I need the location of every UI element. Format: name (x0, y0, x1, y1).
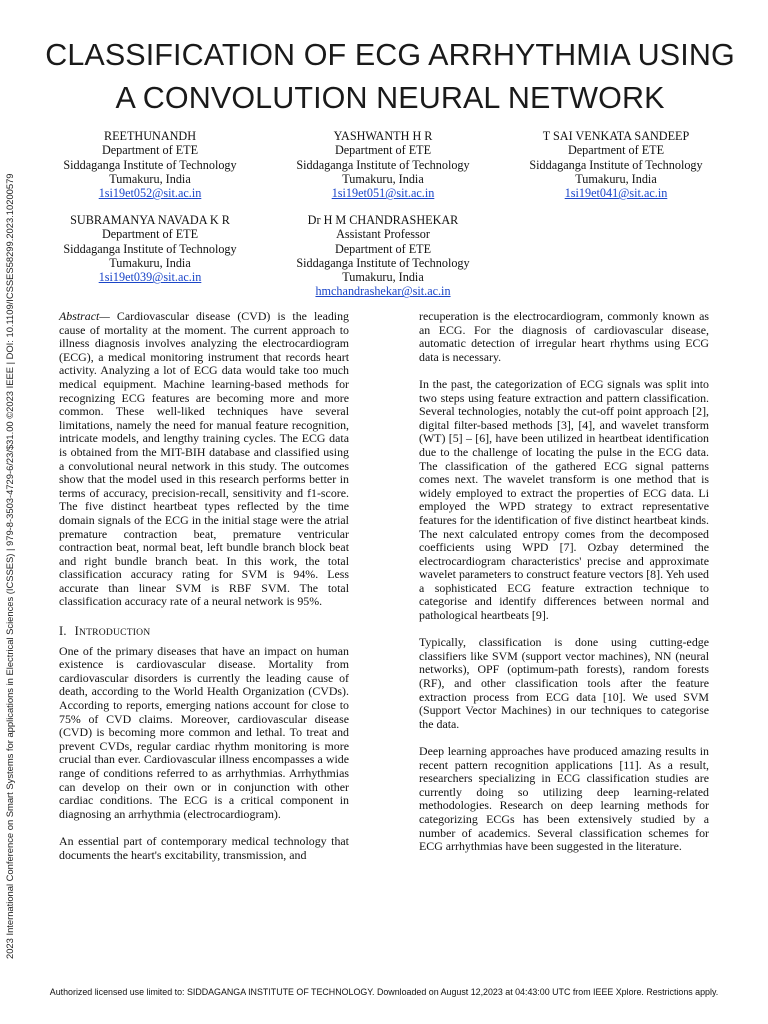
title-line-1: CLASSIFICATION OF ECG ARRHYTHMIA USING (45, 38, 735, 72)
author-name: REETHUNANDH (103, 129, 197, 143)
author-role: Assistant Professor (336, 227, 430, 242)
author-city: Tumakuru, India (342, 270, 424, 285)
right-column (419, 310, 709, 854)
author-city: Tumakuru, India (109, 255, 191, 270)
author-inst: Siddaganga Institute of Technology (63, 157, 237, 172)
author-1 (40, 129, 260, 200)
author-dept: Department of ETE (567, 143, 665, 158)
abstract-lead: Abstract— (59, 309, 110, 323)
author-3 (506, 129, 726, 200)
author-email[interactable]: 1si19et041@sit.ac.in (564, 186, 668, 201)
author-4 (40, 213, 260, 284)
author-email[interactable]: 1si19et039@sit.ac.in (98, 270, 202, 285)
author-name: T SAI VENKATA SANDEEP (542, 129, 690, 143)
license-footer: Authorized licensed use limited to: SIDDAGANGA INSTITUTE OF TECHNOLOGY. Downloaded on August 12,2023 at 04:43:00 UTC from IEEE Xplore. Restrictions apply. (49, 987, 719, 997)
author-city: Tumakuru, India (342, 171, 424, 186)
author-name: Dr H M CHANDRASHEKAR (307, 213, 459, 227)
intro-paragraph-1: One of the primary diseases that have an impact on human existence is cardiovascular disease. Mortality from cardiovascular disorders is currently the leading cause of death, according to the World Health Organization (CVDs). According to reports, emerging nations account for close to 75% of CVD claims. Moreover, cardiovascular disease (CVD) is becoming more common and lethal. To treat and prevent CVDs, regular cardiac rhythm monitoring is more crucial than ever. Cardiovascular illness encompasses a wide range of conditions referred to as arrhythmias. Arrhythmias can develop on their own or in conjunction with other cardiac conditions. The ECG is a critical component in diagnosing an arrhythmia (electrocardiogram). (59, 643, 349, 821)
author-dept: Department of ETE (334, 241, 432, 256)
right-paragraph-4: Deep learning approaches have produced amazing results in recent pattern recognition applications [11]. As a result, researchers specializing in ECG classification studies are currently doing so utilizing deep learning-related methodologies. Research on deep learning methods for categorizing ECGs has been extensively studied by a number of academics. Several classification schemes for ECG arrhythmias have been suggested in the literature. (419, 744, 709, 854)
right-paragraph-3: Typically, classification is done using cutting-edge classifiers like SVM (support vector machines), NN (neural networks), OPF (optimum-path forests), random forests (RF), and other classification tools after the feature extraction process from ECG data [10]. We used SVM (Support Vector Machines) in our techniques to categorise the data. (419, 635, 709, 731)
abstract-paragraph (59, 310, 349, 609)
author-email[interactable]: 1si19et051@sit.ac.in (331, 186, 435, 201)
author-name: SUBRAMANYA NAVADA K R (70, 213, 230, 227)
author-5 (273, 213, 493, 299)
author-email[interactable]: 1si19et052@sit.ac.in (98, 186, 202, 201)
author-dept: Department of ETE (101, 227, 199, 242)
author-dept: Department of ETE (101, 143, 199, 158)
conference-side-note: 2023 International Conference on Smart Systems for applications in Electrical Sciences (ICSSES) | 979-8-3503-4729-6/23/$31.00 ©2023 IEEE | DOI: 10.1109/ICSSES58299.2023.10200579 (4, 173, 15, 959)
author-email[interactable]: hmchandrashekar@sit.ac.in (315, 284, 451, 299)
left-column (59, 310, 349, 862)
section-heading-introduction: I. INTRODUCTION (59, 623, 151, 638)
abstract-text: Cardiovascular disease (CVD) is the leading cause of mortality at the moment. The current approach to illness diagnosis involves analyzing the electrocardiogram (ECG), a medical monitoring instrument that records heart activity. Analyzing a lot of ECG data would take too much medical equipment. Machine learning-based methods for recognizing ECG features are becoming more and more common. These well-liked techniques have several limitations, namely the need for manual feature recognition, intricate models, and lengthy training cycles. The ECG data is obtained from the MIT-BIH database and classified using a convolutional neural network in this study. The outcomes show that the model used in this research performs better in terms of accuracy, precision-recall, sensitivity and f1-score. The five distinct heartbeat types reflected by the time domain signals of the ECG in the initial stage were the atrial premature contraction beat, premature ventricular contraction beat, normal beat, left bundle branch block beat and right bundle branch beat. In this work, the total classification accuracy rating for SVM is 94%. Less accurate than linear SVM is RBF SVM. The total classification accuracy rate of a neural network is 95%. (59, 309, 349, 609)
intro-paragraph-2: An essential part of contemporary medical technology that documents the heart's excitability, transmission, and (59, 833, 349, 862)
author-city: Tumakuru, India (575, 171, 657, 186)
author-name: YASHWANTH H R (333, 129, 433, 143)
paper-title (40, 34, 740, 120)
title-line-2: A CONVOLUTION NEURAL NETWORK (115, 81, 665, 115)
author-inst: Siddaganga Institute of Technology (296, 157, 470, 172)
right-paragraph-1: recuperation is the electrocardiogram, commonly known as an ECG. For the diagnosis of cardiovascular disease, automatic detection of irregular heart rhythms using ECG data is necessary. (419, 309, 709, 364)
author-dept: Department of ETE (334, 143, 432, 158)
author-inst: Siddaganga Institute of Technology (63, 241, 237, 256)
right-paragraph-2: In the past, the categorization of ECG signals was split into two steps using feature extraction and pattern classification. Several technologies, notably the cut-off point approach [2], digital filter-based methods [3], [4], and wavelet transform (WT) [5] – [6], have been utilized in heartbeat identification due to the challenge of locating the pulse in the ECG data. The classification of the gathered ECG signal patterns comes next. The wavelet transform is one method that is widely employed to extract the properties of ECG data. Li employed the WPD strategy to extract representative features for the identification of five distinct heartbeat kinds. The next calculated entropy comes from the decomposed coefficients using WPD [7]. Ozbay determined the electrocardiogram characteristics' precise and approximate wavelet parameters to construct feature vectors [8]. Yeh used a sophisticated ECG feature extraction technique to categorise and identify differences between normal and pathological heartbeats [9]. (419, 376, 709, 623)
author-inst: Siddaganga Institute of Technology (529, 157, 703, 172)
author-2 (273, 129, 493, 200)
author-city: Tumakuru, India (109, 171, 191, 186)
author-inst: Siddaganga Institute of Technology (296, 255, 470, 270)
